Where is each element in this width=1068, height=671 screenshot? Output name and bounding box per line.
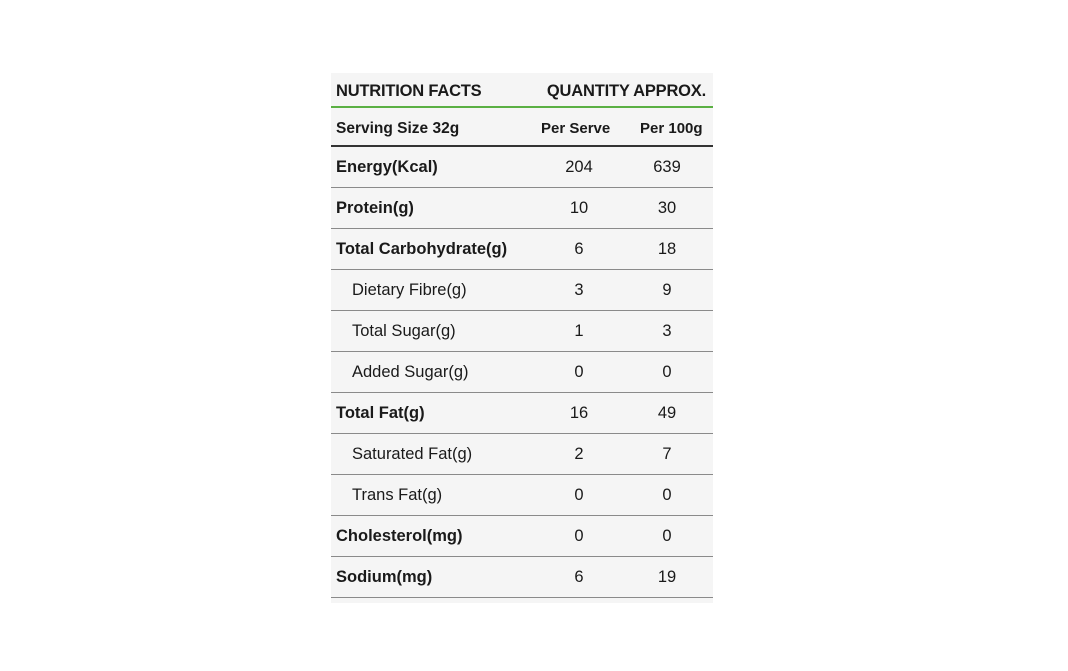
per-serve-value: 0 bbox=[574, 363, 584, 381]
per-100g-header: Per 100g bbox=[640, 120, 703, 137]
column-header-row bbox=[331, 108, 713, 147]
nutrient-row bbox=[331, 352, 713, 393]
nutrient-row bbox=[331, 311, 713, 352]
nutrient-name: Protein(g) bbox=[336, 199, 414, 217]
nutrient-name: Total Fat(g) bbox=[336, 404, 425, 422]
nutrient-row bbox=[331, 229, 713, 270]
nutrient-row bbox=[331, 516, 713, 557]
per-100g-value: 3 bbox=[662, 322, 672, 340]
per-100g-value: 9 bbox=[662, 281, 672, 299]
nutrient-row bbox=[331, 270, 713, 311]
nutrient-row bbox=[331, 188, 713, 229]
nutrient-name: Energy(Kcal) bbox=[336, 158, 438, 176]
per-serve-value: 0 bbox=[574, 486, 584, 504]
nutrient-name: Total Sugar(g) bbox=[352, 322, 456, 340]
nutrient-name: Cholesterol(mg) bbox=[336, 527, 463, 545]
nutrient-name: Added Sugar(g) bbox=[352, 363, 469, 381]
per-serve-value: 3 bbox=[574, 281, 584, 299]
per-100g-value: 0 bbox=[662, 527, 672, 545]
per-serve-value: 10 bbox=[569, 199, 589, 217]
per-serve-value: 1 bbox=[574, 322, 584, 340]
per-serve-header: Per Serve bbox=[541, 120, 611, 137]
nutrition-title: NUTRITION FACTS bbox=[336, 82, 482, 100]
per-serve-value: 0 bbox=[574, 527, 584, 545]
nutrient-name: Total Carbohydrate(g) bbox=[336, 240, 508, 258]
per-100g-value: 49 bbox=[657, 404, 677, 422]
per-100g-value: 19 bbox=[657, 568, 677, 586]
nutrient-row bbox=[331, 393, 713, 434]
per-serve-value: 2 bbox=[574, 445, 584, 463]
nutrient-name: Trans Fat(g) bbox=[352, 486, 443, 504]
nutrition-header bbox=[331, 73, 713, 108]
nutrient-rows bbox=[331, 147, 713, 598]
nutrition-facts-panel bbox=[331, 73, 713, 603]
nutrient-row bbox=[331, 475, 713, 516]
nutrient-row bbox=[331, 557, 713, 598]
per-serve-value: 6 bbox=[574, 568, 584, 586]
per-100g-value: 30 bbox=[657, 199, 677, 217]
per-100g-value: 7 bbox=[662, 445, 672, 463]
per-serve-value: 16 bbox=[569, 404, 589, 422]
per-serve-value: 6 bbox=[574, 240, 584, 258]
per-100g-value: 0 bbox=[662, 363, 672, 381]
nutrient-row bbox=[331, 434, 713, 475]
nutrient-row bbox=[331, 147, 713, 188]
per-100g-value: 0 bbox=[662, 486, 672, 504]
serving-size-label: Serving Size 32g bbox=[336, 120, 460, 137]
nutrient-name: Dietary Fibre(g) bbox=[352, 281, 467, 299]
quantity-approx-label: QUANTITY APPROX. bbox=[546, 82, 706, 100]
nutrient-name: Saturated Fat(g) bbox=[352, 445, 473, 463]
per-100g-value: 639 bbox=[653, 158, 681, 176]
per-100g-value: 18 bbox=[657, 240, 677, 258]
nutrient-name: Sodium(mg) bbox=[336, 568, 433, 586]
per-serve-value: 204 bbox=[565, 158, 593, 176]
